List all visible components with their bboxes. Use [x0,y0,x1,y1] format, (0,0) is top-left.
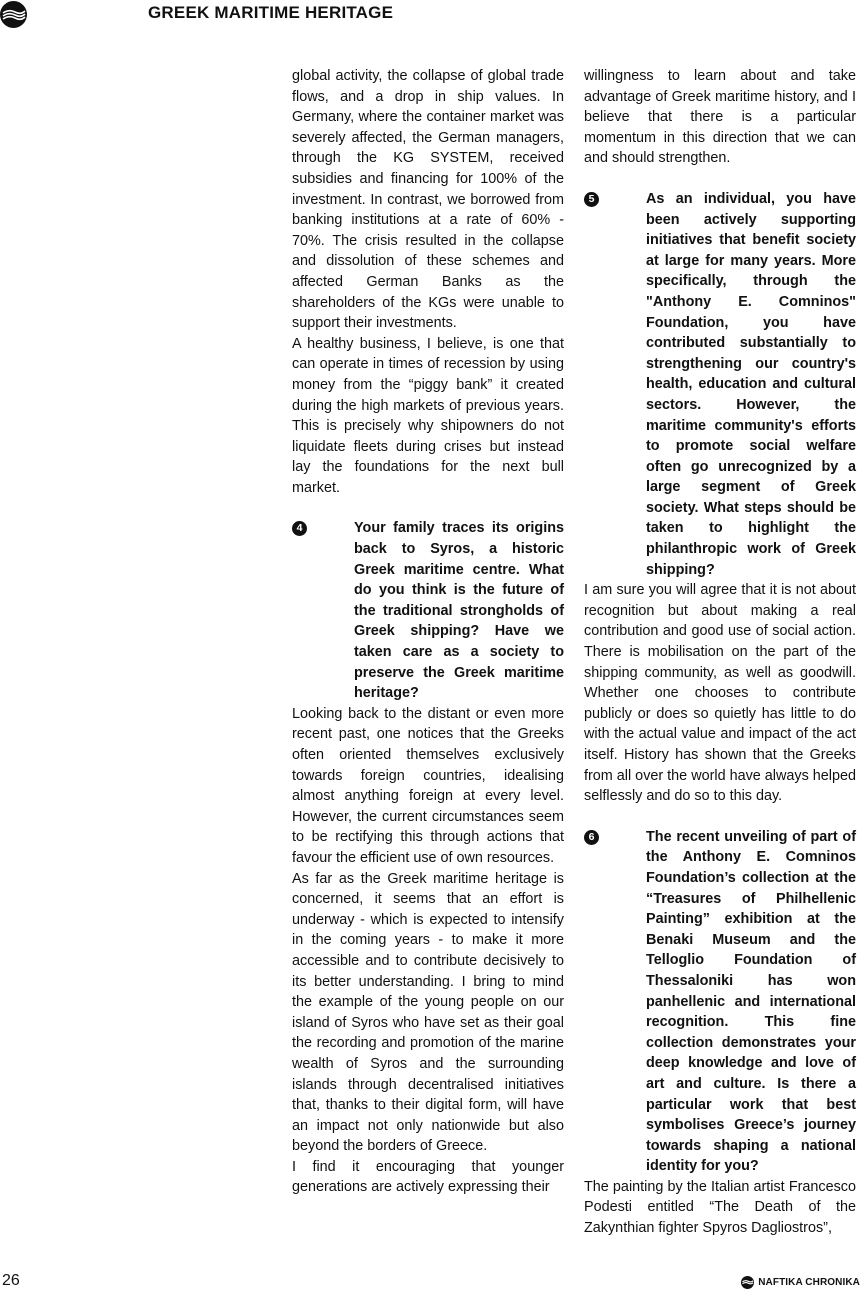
footer-brand-name: NAFTIKA CHRONIKA [758,1276,860,1288]
question-text: As an individual, you have been actively supporting initiatives that benefit society at large for many years. More specifically, through the "Anthony E. Comninos" Foundation, you have contributed substantially to strengthening our country's health, education and cultural sectors. However, the maritime community's efforts to promote social welfare often go unrecognized by a large segment of Greek society. What steps should be taken to highlight the philanthropic work of Greek shipping? [646,190,856,578]
question-number-badge: 4 [292,521,307,536]
footer-brand [741,1275,860,1289]
question-6 [588,827,856,1177]
left-column [292,66,564,1198]
question-number-badge: 5 [584,192,599,207]
page-number: 26 [2,1272,20,1289]
question-4 [296,518,564,703]
body-paragraph: A healthy business, I believe, is one that can operate in times of recession by using money from the “piggy bank” it created during the high markets of previous years. This is precisely why shipowners do not liquidate fleets during crises but instead lay the foundations for the next bull market. [292,335,564,496]
body-paragraph: global activity, the collapse of global trade flows, and a drop in ship values. In Germany, where the container market was severely affected, the German managers, through the KG SYSTEM, received subsidies and financing for 100% of the investment. In contrast, we borrowed from banking institutions at a rate of 60% - 70%. The crisis resulted in the collapse and dissolution of these schemes and affected German Banks as the shareholders of the KGs were unable to support their investments. [292,68,564,332]
question-text: The recent unveiling of part of the Anthony E. Comninos Foundation’s collection at the “Treasures of Philhellenic Painting” exhibition at the Benaki Museum and the Telloglio Foundation of Thessaloniki has won panhellenic and international recognition. This fine collection demonstrates your deep knowledge and love of art and culture. Is there a particular work that best symbolises Greece’s journey towards shaping a national identity for you? [646,828,856,1175]
question-5 [588,189,856,580]
body-paragraph: I find it encouraging that younger generations are actively expressing their [292,1158,564,1196]
wave-logo-icon [741,1276,754,1289]
body-paragraph: As far as the Greek maritime heritage is concerned, it seems that an effort is underway - which is expected to intensify in the coming years - to make it more accessible and to contribute decisively to its better understanding. I bring to mind the example of the young people on our island of Syros who have set as their goal the recording and promotion of the marine wealth of Syros and the surrounding islands through decentralised initiatives that, thanks to their digital form, will have an impact not only nationwide but also beyond the borders of Greece. [292,870,564,1155]
body-paragraph: I am sure you will agree that it is not about recognition but about making a real contribution and good use of social action. There is mobilisation on the part of the shipping community, as well as goodwill. Whether one chooses to contribute publicly or does so quietly has little to do with the actual value and impact of the act itself. History has shown that the Greeks from all over the world have always helped selflessly and do so to this day. [584,582,856,805]
question-number-badge: 6 [584,830,599,845]
section-title: GREEK MARITIME HERITAGE [148,3,394,22]
wave-logo-icon [0,1,27,28]
right-column [584,66,856,1239]
question-text: Your family traces its origins back to Syros, a historic Greek maritime centre. What do you think is the future of the traditional strongholds of Greek shipping? Have we taken care as a society to preserve the Greek maritime heritage? [354,520,564,702]
body-paragraph: The painting by the Italian artist Francesco Podesti entitled “The Death of the Zakynthian fighter Spyros Dagliostros”, [584,1178,856,1237]
body-paragraph: willingness to learn about and take advantage of Greek maritime history, and I believe that there is a particular momentum in this direction that we can and should strengthen. [584,68,856,167]
body-paragraph: Looking back to the distant or even more recent past, one notices that the Greeks often oriented themselves exclusively towards foreign countries, idealising almost anything foreign at every level. However, the current circumstances seem to be rectifying this through actions that favour the efficient use of own resources. [292,705,564,866]
